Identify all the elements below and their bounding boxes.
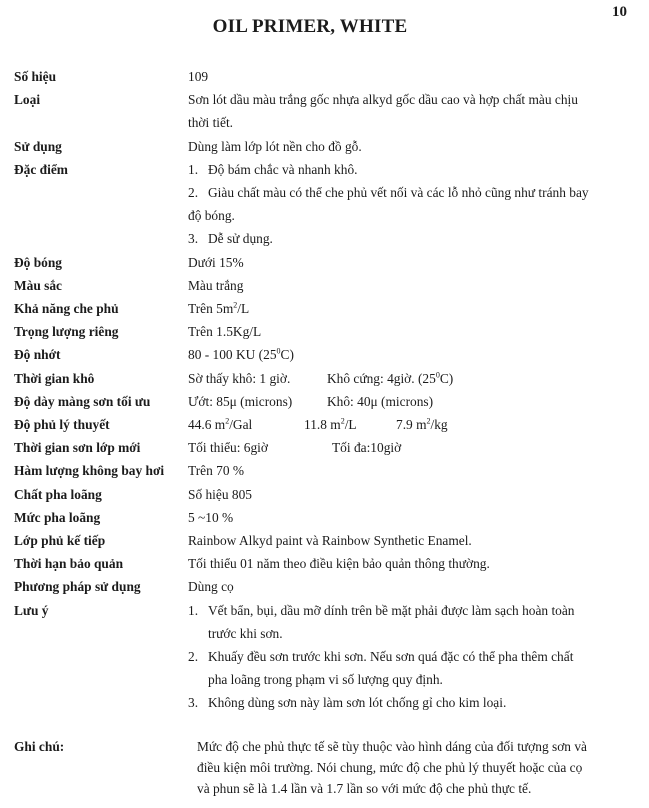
spec-value <box>188 390 642 413</box>
spec-label: Độ phủ lý thuyết <box>14 417 110 433</box>
list-number: 2. <box>188 185 199 201</box>
page-number: 10 <box>612 4 627 20</box>
spec-row-thoi-gian-son <box>14 436 642 459</box>
spec-label: Mức pha loãng <box>14 509 101 525</box>
list-text-continued: trước khi sơn. <box>208 625 283 641</box>
spec-row-ham-luong <box>14 459 642 482</box>
spec-value <box>188 88 642 134</box>
spec-value: Rainbow Alkyd paint và Rainbow Synthetic Enamel. <box>188 533 472 549</box>
list-item <box>188 181 642 204</box>
list-text: Vết bẩn, bụi, dầu mỡ dính trên bề mặt phải được làm sạch hoàn toàn <box>208 602 575 618</box>
value-text: /L <box>237 301 250 317</box>
value-text: 80 - 100 KU (25 <box>188 347 277 363</box>
spec-label: Số hiệu <box>14 69 57 84</box>
spec-row-luu-y <box>14 599 642 715</box>
note-line: điều kiện môi trường. Nói chung, mức độ che phủ lý thuyết hoặc của cọ <box>197 760 583 775</box>
superscript: 0 <box>435 370 440 380</box>
list-text-continued: độ bóng. <box>188 208 235 224</box>
list-item <box>188 599 642 622</box>
spec-label: Lưu ý <box>14 602 49 618</box>
note-line: và phun sẽ là 1.4 lần và 1.7 lần so với mức độ che phủ thực tế. <box>197 781 532 796</box>
spec-row-thoi-gian-kho <box>14 367 642 390</box>
spec-value: Dưới 15% <box>188 254 244 270</box>
list-text: Khuấy đều sơn trước khi sơn. Nếu sơn quá đặc có thể pha thêm chất <box>208 649 574 665</box>
spec-label: Thời hạn bảo quản <box>14 556 124 572</box>
spec-value <box>188 343 642 366</box>
superscript: 2 <box>233 300 238 310</box>
spec-list <box>14 65 642 715</box>
value-text: Trên 5m <box>188 301 234 317</box>
list-text: Không dùng sơn này làm sơn lót chống gỉ cho kim loại. <box>208 695 507 711</box>
value-group <box>304 413 396 436</box>
spec-value: Dùng làm lớp lót nền cho đồ gỗ. <box>188 138 362 154</box>
list-number: 1. <box>188 602 199 618</box>
value-group <box>396 417 448 432</box>
spec-value: Trên 70 % <box>188 463 245 479</box>
spec-label: Sử dụng <box>14 138 62 154</box>
list-number: 1. <box>188 161 199 177</box>
spec-row-dac-diem <box>14 158 642 251</box>
spec-row-so-hieu <box>14 65 642 88</box>
spec-value: 5 ~10 % <box>188 509 234 525</box>
document-title: OIL PRIMER, WHITE <box>212 16 408 37</box>
spec-row-do-bong <box>14 251 642 274</box>
spec-label: Khả năng che phủ <box>14 301 119 317</box>
spec-row-muc-pha-loang <box>14 506 642 529</box>
spec-label: Loại <box>14 92 41 108</box>
superscript: 2 <box>340 416 345 426</box>
spec-label: Thời gian sơn lớp mới <box>14 440 141 456</box>
spec-row-kha-nang-che-phu <box>14 297 642 320</box>
value-text: Ướt: 85μ (microns) <box>188 393 293 409</box>
spec-row-chat-pha-loang <box>14 483 642 506</box>
spec-value <box>188 599 642 715</box>
value-text: 11.8 m <box>304 417 341 433</box>
value-group <box>188 413 304 436</box>
superscript: 2 <box>225 416 230 426</box>
value-text: C) <box>280 347 294 363</box>
value-text: /kg <box>430 417 448 433</box>
value-text: 7.9 m <box>396 417 427 433</box>
list-item <box>188 227 642 250</box>
spec-label: Độ bóng <box>14 254 62 270</box>
spec-value: 109 <box>188 69 209 84</box>
spec-row-mau-sac <box>14 274 642 297</box>
value-text: Khô: 40μ (microns) <box>327 393 434 409</box>
superscript: 2 <box>426 416 431 426</box>
spec-value: Số hiệu 805 <box>188 486 252 502</box>
spec-value: Tối thiểu 01 năm theo điều kiện bảo quản thông thường. <box>188 556 490 572</box>
spec-row-do-phu <box>14 413 642 436</box>
spec-row-phuong-phap <box>14 575 642 598</box>
spec-label: Độ dày màng sơn tối ưu <box>14 393 151 409</box>
spec-label: Trọng lượng riêng <box>14 324 119 340</box>
value-text: Khô cứng: 4giờ. (25 <box>327 370 436 386</box>
note-text <box>197 736 642 799</box>
list-text: Độ bám chắc và nhanh khô. <box>208 161 358 177</box>
spec-row-loai <box>14 88 642 134</box>
list-text: Dễ sử dụng. <box>208 231 273 247</box>
note-line: Mức độ che phủ thực tế sẽ tùy thuộc vào hình dáng của đối tượng sơn và <box>197 739 587 754</box>
spec-value <box>188 436 642 459</box>
spec-value: Màu trắng <box>188 277 244 293</box>
spec-value-line: thời tiết. <box>188 115 234 131</box>
list-number: 3. <box>188 695 199 711</box>
value-text: /L <box>344 417 357 433</box>
spec-label: Chất pha loãng <box>14 486 102 502</box>
spec-row-do-day <box>14 390 642 413</box>
spec-value <box>188 413 642 436</box>
list-item <box>188 158 642 181</box>
note-label: Ghi chú: <box>14 739 65 754</box>
spec-label: Độ nhớt <box>14 347 61 363</box>
spec-row-su-dung <box>14 135 642 158</box>
value-text: /Gal <box>229 417 253 433</box>
superscript: 0 <box>276 346 281 356</box>
value-text: Tối thiểu: 6giờ <box>188 440 268 456</box>
value-text: Tối đa:10giờ <box>332 440 402 456</box>
value-text: C) <box>439 370 454 386</box>
spec-value <box>188 158 642 251</box>
value-text: 44.6 m <box>188 417 226 433</box>
list-item <box>188 645 642 668</box>
list-item <box>188 691 642 714</box>
list-number: 3. <box>188 231 199 247</box>
spec-label: Hàm lượng không bay hơi <box>14 463 165 479</box>
spec-value <box>188 367 642 390</box>
spec-row-do-nhot <box>14 343 642 366</box>
note-section <box>14 736 642 799</box>
list-number: 2. <box>188 649 199 665</box>
value-text: Sờ thấy khô: 1 giờ. <box>188 370 291 386</box>
spec-row-trong-luong <box>14 320 642 343</box>
spec-value: Trên 1.5Kg/L <box>188 324 262 340</box>
spec-label: Phương pháp sử dụng <box>14 579 141 595</box>
list-text: Giàu chất màu có thể che phủ vết nối và các lỗ nhỏ cũng như tránh bay <box>208 185 589 201</box>
spec-label: Màu sắc <box>14 277 62 293</box>
spec-row-lop-phu <box>14 529 642 552</box>
spec-row-thoi-han <box>14 552 642 575</box>
spec-label: Thời gian khô <box>14 370 95 386</box>
spec-label: Lớp phủ kế tiếp <box>14 533 106 549</box>
list-text-continued: pha loãng trong phạm vi số lượng quy định. <box>208 672 443 688</box>
spec-value <box>188 297 642 320</box>
spec-label: Đặc điểm <box>14 161 68 177</box>
spec-value-line: Sơn lót dầu màu trắng gốc nhựa alkyd gốc dầu cao và hợp chất màu chịu <box>188 92 578 108</box>
spec-value: Dùng cọ <box>188 579 234 595</box>
